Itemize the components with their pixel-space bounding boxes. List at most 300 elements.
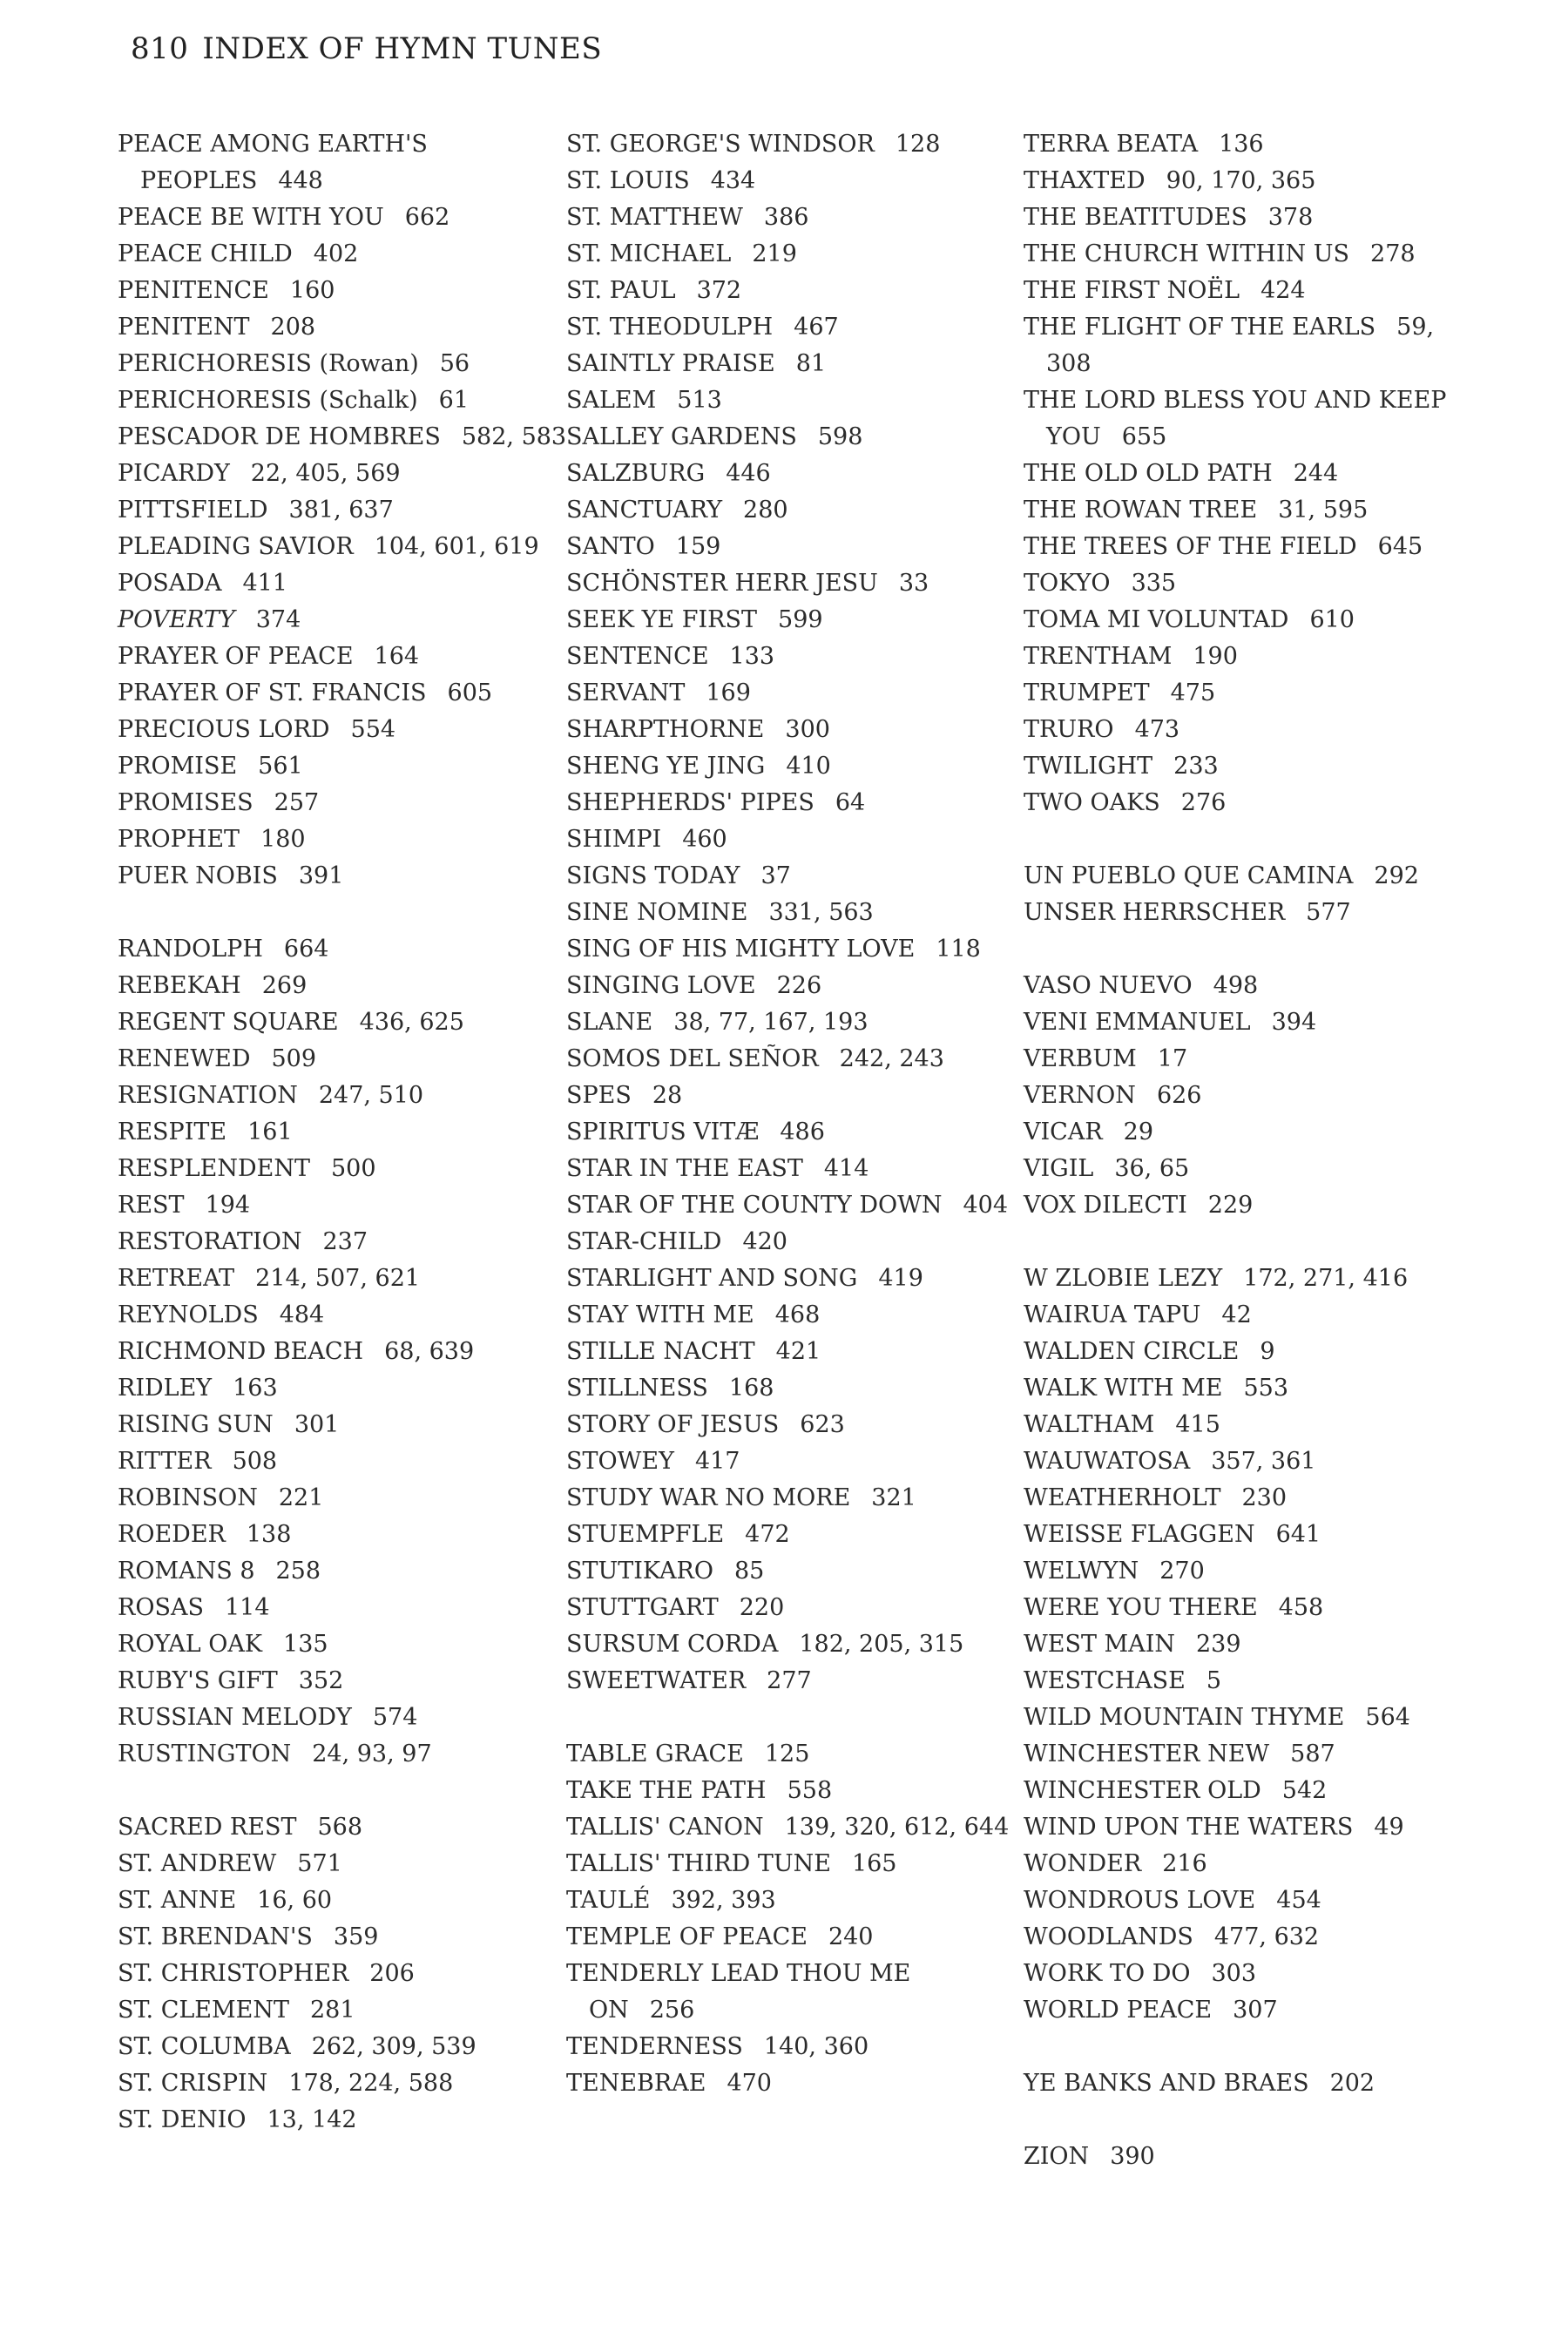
tune-name: THE TREES OF THE FIELD [1024, 533, 1357, 560]
tune-name: ST. DENIO [118, 2106, 247, 2133]
tune-name: UNSER HERRSCHER [1024, 899, 1286, 926]
tune-name: SANCTUARY [566, 497, 723, 524]
index-entry [118, 712, 571, 748]
hymn-numbers: 605 [447, 679, 493, 706]
tune-name: VIGIL [1024, 1155, 1094, 1182]
hymn-numbers: 467 [794, 314, 839, 341]
hymn-numbers: 420 [742, 1228, 787, 1255]
tune-name: POVERTY [118, 606, 235, 633]
tune-name: PEACE CHILD [118, 240, 293, 267]
tune-name: WALTHAM [1024, 1411, 1155, 1438]
index-entry [1024, 163, 1477, 199]
hymn-numbers: 178, 224, 588 [288, 2070, 454, 2097]
hymn-numbers: 561 [258, 753, 303, 780]
index-entry [1024, 2065, 1477, 2102]
letter-group [1024, 1260, 1477, 2029]
tune-name: WELWYN [1024, 1558, 1139, 1585]
index-entry [1024, 456, 1477, 492]
tune-name: ST. PAUL [566, 277, 676, 304]
index-entry [566, 602, 1019, 639]
tune-name: SIGNS TODAY [566, 862, 740, 889]
index-entry [566, 1151, 1019, 1187]
tune-name: PITTSFIELD [118, 497, 268, 524]
hymn-numbers: 42 [1221, 1301, 1252, 1328]
index-entry [1024, 1334, 1477, 1370]
index-entry [566, 273, 1019, 309]
hymn-numbers: 645 [1377, 533, 1423, 560]
tune-name: WIND UPON THE WATERS [1024, 1814, 1354, 1841]
tune-name: THE LORD BLESS YOU AND KEEP YOU [1024, 387, 1447, 450]
hymn-numbers: 90, 170, 365 [1166, 167, 1316, 194]
tune-name: REYNOLDS [118, 1301, 259, 1328]
hymn-numbers: 165 [851, 1850, 897, 1877]
tune-name: VENI EMMANUEL [1024, 1009, 1251, 1036]
tune-name: PEACE AMONG EARTH'S PEOPLES [118, 131, 428, 194]
tune-name: RESPLENDENT [118, 1155, 310, 1182]
tune-name: RUBY'S GIFT [118, 1667, 278, 1694]
index-entry [566, 1809, 1019, 1846]
hymn-numbers: 257 [274, 789, 320, 816]
index-entry [1024, 1992, 1477, 2029]
hymn-numbers: 477, 632 [1213, 1923, 1320, 1950]
tune-name: PROMISES [118, 789, 253, 816]
index-entry [1024, 1151, 1477, 1187]
hymn-numbers: 404 [963, 1192, 1009, 1219]
tune-name: WORLD PEACE [1024, 1997, 1213, 2024]
hymn-numbers: 125 [764, 1740, 810, 1767]
tune-name: WOODLANDS [1024, 1923, 1193, 1950]
hymn-numbers: 229 [1207, 1192, 1254, 1219]
tune-name: TENDERLY LEAD THOU ME ON [566, 1960, 911, 2024]
hymn-numbers: 139, 320, 612, 644 [784, 1814, 1010, 1841]
tune-name: RUSSIAN MELODY [118, 1704, 352, 1731]
hymn-numbers: 128 [895, 131, 941, 158]
tune-name: STAY WITH ME [566, 1301, 754, 1328]
tune-name: PUER NOBIS [118, 862, 278, 889]
hymn-numbers: 509 [271, 1045, 317, 1072]
tune-name: VICAR [1024, 1119, 1103, 1146]
hymn-numbers: 38, 77, 167, 193 [673, 1009, 868, 1036]
hymn-numbers: 335 [1131, 570, 1177, 597]
index-entry [566, 1553, 1019, 1590]
index-entry [566, 1517, 1019, 1553]
index-entry [118, 2065, 571, 2102]
index-entry [118, 2102, 571, 2139]
index-entry [566, 456, 1019, 492]
index-entry [1024, 1809, 1477, 1846]
index-entry [566, 1443, 1019, 1480]
hymn-numbers: 138 [246, 1521, 292, 1548]
hymn-numbers: 331, 563 [768, 899, 874, 926]
index-entry [1024, 1553, 1477, 1590]
tune-name: SLANE [566, 1009, 653, 1036]
hymn-numbers: 484 [279, 1301, 325, 1328]
tune-name: ST. THEODULPH [566, 314, 774, 341]
hymn-numbers: 662 [404, 204, 450, 231]
tune-name: POSADA [118, 570, 222, 597]
hymn-numbers: 180 [260, 826, 306, 853]
index-entry [1024, 236, 1477, 273]
tune-name: UN PUEBLO QUE CAMINA [1024, 862, 1354, 889]
index-entry [1024, 1187, 1477, 1224]
tune-name: RESPITE [118, 1119, 227, 1146]
hymn-numbers: 587 [1290, 1740, 1335, 1767]
tune-name: SACRED REST [118, 1814, 297, 1841]
tune-name: THE FLIGHT OF THE EARLS [1024, 314, 1376, 341]
index-entry [118, 1626, 571, 1663]
index-entry [118, 1224, 571, 1260]
tune-name: TEMPLE OF PEACE [566, 1923, 808, 1950]
index-entry [566, 1114, 1019, 1151]
hymn-numbers: 292 [1374, 862, 1419, 889]
tune-name: TERRA BEATA [1024, 131, 1199, 158]
hymn-numbers: 36, 65 [1114, 1155, 1190, 1182]
index-entry [1024, 785, 1477, 821]
hymn-numbers: 475 [1170, 679, 1216, 706]
index-entry [118, 199, 571, 236]
index-entry [566, 1882, 1019, 1919]
hymn-numbers: 598 [817, 423, 863, 450]
hymn-numbers: 17 [1157, 1045, 1188, 1072]
tune-name: VERNON [1024, 1082, 1136, 1109]
hymn-numbers: 357, 361 [1211, 1448, 1316, 1475]
tune-name: ROMANS 8 [118, 1558, 255, 1585]
hymn-numbers: 81 [795, 350, 827, 377]
tune-name: ROEDER [118, 1521, 226, 1548]
index-entry [118, 1078, 571, 1114]
index-entry [566, 1736, 1019, 1773]
hymn-numbers: 104, 601, 619 [374, 533, 539, 560]
hymn-numbers: 133 [729, 643, 775, 670]
letter-group [118, 126, 571, 895]
tune-name: VOX DILECTI [1024, 1192, 1187, 1219]
hymn-numbers: 240 [828, 1923, 874, 1950]
tune-name: WONDROUS LOVE [1024, 1887, 1256, 1914]
hymn-numbers: 160 [289, 277, 335, 304]
hymn-numbers: 513 [677, 387, 722, 414]
hymn-numbers: 424 [1260, 277, 1306, 304]
hymn-numbers: 410 [786, 753, 831, 780]
tune-name: SWEETWATER [566, 1667, 747, 1694]
hymn-numbers: 49 [1374, 1814, 1404, 1841]
tune-name: SEEK YE FIRST [566, 606, 758, 633]
index-entry [118, 1956, 571, 1992]
tune-name: PENITENCE [118, 277, 269, 304]
hymn-numbers: 277 [767, 1667, 812, 1694]
tune-name: SALEM [566, 387, 657, 414]
tune-name: SENTENCE [566, 643, 709, 670]
hymn-numbers: 280 [743, 497, 788, 524]
index-entry [118, 236, 571, 273]
tune-name: RUSTINGTON [118, 1740, 292, 1767]
index-entry [118, 309, 571, 346]
hymn-numbers: 182, 205, 315 [799, 1631, 964, 1658]
tune-name: VASO NUEVO [1024, 972, 1193, 999]
tune-name: SOMOS DEL SEÑOR [566, 1045, 819, 1072]
index-entry [118, 382, 571, 419]
index-entry [566, 309, 1019, 346]
hymn-numbers: 301 [294, 1411, 340, 1438]
index-entry [118, 1736, 571, 1773]
index-entry [566, 1370, 1019, 1407]
index-entry [566, 163, 1019, 199]
index-entry [118, 858, 571, 895]
tune-name: STAR OF THE COUNTY DOWN [566, 1192, 943, 1219]
hymn-numbers: 5 [1206, 1667, 1222, 1694]
hymn-numbers: 417 [694, 1448, 740, 1475]
tune-name: ROYAL OAK [118, 1631, 263, 1658]
index-entry [1024, 529, 1477, 565]
tune-name: RIDLEY [118, 1375, 213, 1402]
tune-name: WAIRUA TAPU [1024, 1301, 1201, 1328]
index-entry [1024, 1700, 1477, 1736]
hymn-numbers: 623 [800, 1411, 845, 1438]
tune-name: TWILIGHT [1024, 753, 1153, 780]
index-entry [566, 821, 1019, 858]
index-entry [566, 748, 1019, 785]
hymn-numbers: 372 [696, 277, 742, 304]
tune-name: TABLE GRACE [566, 1740, 744, 1767]
index-entry [1024, 1517, 1477, 1553]
tune-name: PEACE BE WITH YOU [118, 204, 384, 231]
hymn-numbers: 270 [1159, 1558, 1205, 1585]
hymn-numbers: 448 [278, 167, 323, 194]
hymn-numbers: 381, 637 [288, 497, 394, 524]
tune-name: ST. CLEMENT [118, 1997, 289, 2024]
tune-name: ST. COLUMBA [118, 2033, 291, 2060]
index-entry [118, 1553, 571, 1590]
tune-name: STILLNESS [566, 1375, 708, 1402]
hymn-numbers: 161 [247, 1119, 293, 1146]
tune-name: THE BEATITUDES [1024, 204, 1247, 231]
hymn-numbers: 140, 360 [763, 2033, 869, 2060]
hymn-numbers: 221 [278, 1484, 324, 1511]
hymn-numbers: 159 [675, 533, 721, 560]
tune-name: ST. CHRISTOPHER [118, 1960, 349, 1987]
tune-name: TALLIS' CANON [566, 1814, 764, 1841]
hymn-numbers: 641 [1275, 1521, 1321, 1548]
index-entry [1024, 2139, 1477, 2175]
tune-name: SALZBURG [566, 460, 706, 487]
tune-name: STAR-CHILD [566, 1228, 722, 1255]
hymn-numbers: 655 [1121, 423, 1167, 450]
hymn-numbers: 136 [1219, 131, 1264, 158]
index-entry [1024, 1370, 1477, 1407]
tune-name: PRECIOUS LORD [118, 716, 330, 743]
hymn-numbers: 571 [297, 1850, 342, 1877]
index-entry [566, 529, 1019, 565]
index-entry [118, 1151, 571, 1187]
index-entry [566, 1663, 1019, 1700]
index-entry [1024, 1407, 1477, 1443]
tune-name: SING OF HIS MIGHTY LOVE [566, 936, 916, 963]
index-entry [566, 236, 1019, 273]
hymn-numbers: 446 [726, 460, 771, 487]
tune-name: RETREAT [118, 1265, 235, 1292]
tune-name: TALLIS' THIRD TUNE [566, 1850, 831, 1877]
index-entry [566, 968, 1019, 1004]
hymn-numbers: 558 [787, 1777, 833, 1804]
tune-name: THAXTED [1024, 167, 1146, 194]
letter-group [1024, 2065, 1477, 2102]
hymn-numbers: 56 [439, 350, 470, 377]
hymn-numbers: 202 [1329, 2070, 1375, 2097]
index-entry [566, 1297, 1019, 1334]
index-entry [566, 858, 1019, 895]
index-entry [1024, 1736, 1477, 1773]
index-entry [1024, 968, 1477, 1004]
hymn-numbers: 258 [275, 1558, 321, 1585]
hymn-numbers: 374 [255, 606, 301, 633]
tune-name: TAULÉ [566, 1887, 651, 1914]
tune-name: STARLIGHT AND SONG [566, 1265, 858, 1292]
tune-name: REST [118, 1192, 185, 1219]
index-entry [118, 419, 571, 456]
index-entry [1024, 199, 1477, 236]
index-column-2 [566, 126, 1019, 2139]
hymn-numbers: 239 [1195, 1631, 1241, 1658]
index-entry [1024, 602, 1477, 639]
index-entry [566, 895, 1019, 931]
index-entry [566, 1224, 1019, 1260]
index-column-3 [1024, 126, 1477, 2212]
hymn-numbers: 262, 309, 539 [311, 2033, 476, 2060]
index-entry [566, 1407, 1019, 1443]
hymn-numbers: 214, 507, 621 [255, 1265, 421, 1292]
hymn-numbers: 118 [936, 936, 981, 963]
index-entry [566, 199, 1019, 236]
hymn-numbers: 610 [1309, 606, 1355, 633]
index-entry [1024, 1919, 1477, 1956]
index-entry [1024, 1260, 1477, 1297]
index-entry [118, 1882, 571, 1919]
hymn-numbers: 220 [739, 1594, 785, 1621]
hymn-numbers: 542 [1281, 1777, 1328, 1804]
index-entry [118, 529, 571, 565]
hymn-numbers: 29 [1123, 1119, 1154, 1146]
hymn-numbers: 391 [298, 862, 344, 889]
tune-name: PRAYER OF ST. FRANCIS [118, 679, 427, 706]
tune-name: SHIMPI [566, 826, 662, 853]
hymn-numbers: 300 [785, 716, 830, 743]
tune-name: STILLE NACHT [566, 1338, 755, 1365]
letter-group [566, 126, 1019, 1700]
index-entry [1024, 675, 1477, 712]
hymn-numbers: 577 [1306, 899, 1351, 926]
tune-name: WEISSE FLAGGEN [1024, 1521, 1255, 1548]
hymn-numbers: 460 [682, 826, 727, 853]
tune-name: WINCHESTER OLD [1024, 1777, 1261, 1804]
hymn-numbers: 553 [1243, 1375, 1289, 1402]
tune-name: ST. MICHAEL [566, 240, 732, 267]
hymn-numbers: 574 [372, 1704, 418, 1731]
index-entry [118, 602, 571, 639]
tune-name: RANDOLPH [118, 936, 263, 963]
tune-name: TRENTHAM [1024, 643, 1173, 670]
tune-name: THE CHURCH WITHIN US [1024, 240, 1350, 267]
tune-name: THE OLD OLD PATH [1024, 460, 1273, 487]
index-entry [566, 1626, 1019, 1663]
tune-name: WEATHERHOLT [1024, 1484, 1221, 1511]
hymn-numbers: 230 [1241, 1484, 1288, 1511]
index-entry [118, 821, 571, 858]
tune-name: PROPHET [118, 826, 240, 853]
index-entry [1024, 748, 1477, 785]
tune-name: WESTCHASE [1024, 1667, 1186, 1694]
tune-name: STAR IN THE EAST [566, 1155, 803, 1182]
index-entry [118, 785, 571, 821]
index-entry [566, 1260, 1019, 1297]
tune-name: TAKE THE PATH [566, 1777, 767, 1804]
index-entry [118, 1992, 571, 2029]
hymn-numbers: 61 [438, 387, 470, 414]
index-entry [1024, 1004, 1477, 1041]
hymn-numbers: 352 [298, 1667, 344, 1694]
tune-name: SURSUM CORDA [566, 1631, 779, 1658]
tune-name: ST. CRISPIN [118, 2070, 268, 2097]
index-entry [566, 785, 1019, 821]
tune-name: STORY OF JESUS [566, 1411, 780, 1438]
index-entry [118, 1700, 571, 1736]
tune-name: SANTO [566, 533, 655, 560]
hymn-numbers: 421 [775, 1338, 821, 1365]
index-entry [118, 126, 571, 199]
index-entry [1024, 1297, 1477, 1334]
index-entry [1024, 712, 1477, 748]
hymn-numbers: 500 [330, 1155, 376, 1182]
tune-name: ZION [1024, 2143, 1090, 2170]
tune-name: ST. ANNE [118, 1887, 237, 1914]
tune-name: ST. BRENDAN'S [118, 1923, 313, 1950]
page-number: 810 [131, 31, 189, 66]
index-entry [118, 1334, 571, 1370]
hymn-numbers: 85 [733, 1558, 765, 1585]
tune-name: RITTER [118, 1448, 212, 1475]
index-entry [118, 1919, 571, 1956]
hymn-numbers: 402 [313, 240, 359, 267]
hymn-numbers: 472 [745, 1521, 790, 1548]
index-entry [118, 1187, 571, 1224]
hymn-numbers: 244 [1293, 460, 1339, 487]
hymn-numbers: 486 [780, 1119, 825, 1146]
index-entry [118, 456, 571, 492]
index-entry [1024, 565, 1477, 602]
hymn-numbers: 64 [835, 789, 866, 816]
hymn-numbers: 114 [224, 1594, 270, 1621]
hymn-numbers: 237 [322, 1228, 368, 1255]
hymn-numbers: 321 [871, 1484, 916, 1511]
index-entry [566, 1919, 1019, 1956]
index-entry [118, 931, 571, 968]
index-entry [1024, 126, 1477, 163]
index-entry [566, 126, 1019, 163]
hymn-numbers: 59, 308 [1046, 314, 1435, 377]
hymn-numbers: 13, 142 [267, 2106, 357, 2133]
index-entry [566, 1846, 1019, 1882]
hymn-numbers: 582, 583 [461, 423, 567, 450]
tune-name: ST. GEORGE'S WINDSOR [566, 131, 875, 158]
tune-name: SHEPHERDS' PIPES [566, 789, 814, 816]
index-entry [566, 492, 1019, 529]
index-entry [566, 1480, 1019, 1517]
index-entry [118, 273, 571, 309]
running-header [131, 31, 602, 66]
index-entry [1024, 1626, 1477, 1663]
hymn-numbers: 219 [752, 240, 797, 267]
tune-name: WALK WITH ME [1024, 1375, 1223, 1402]
hymn-numbers: 415 [1175, 1411, 1220, 1438]
index-entry [118, 346, 571, 382]
